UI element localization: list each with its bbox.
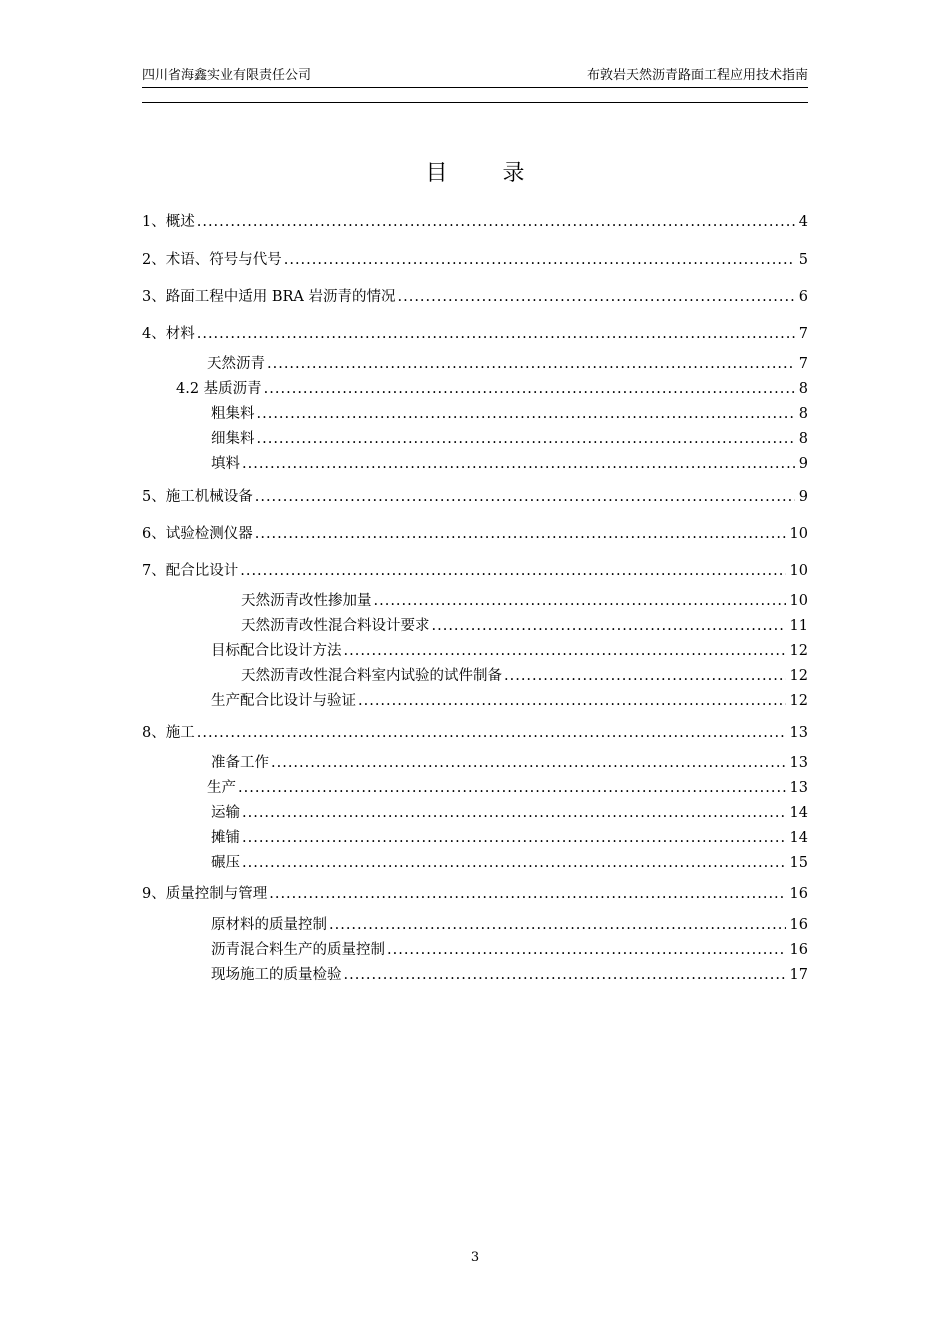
- toc-subentry[interactable]: 摊铺 ..... 14: [211, 827, 808, 849]
- toc-subentry[interactable]: 粗集料 ..... 8: [211, 403, 808, 425]
- toc-subentry[interactable]: 目标配合比设计方法 ..... 12: [211, 640, 808, 662]
- toc-entry[interactable]: 9、质量控制与管理 ..... 16: [142, 883, 808, 905]
- toc-subentry[interactable]: 天然沥青 ..... 7: [207, 353, 808, 375]
- toc-subentry[interactable]: 运输 ..... 14: [211, 802, 808, 824]
- toc-subentry[interactable]: 填料 ..... 9: [211, 453, 808, 475]
- toc-subentry[interactable]: 细集料 ..... 8: [211, 428, 808, 450]
- toc-entry[interactable]: 3、路面工程中适用 BRA 岩沥青的情况 ..... 6: [142, 286, 808, 308]
- toc-subentry[interactable]: 天然沥青改性掺加量 ..... 10: [241, 590, 808, 612]
- page-number: 3: [470, 1250, 480, 1265]
- toc-subentry[interactable]: 4.2 基质沥青 ..... 8: [176, 378, 808, 400]
- toc-subentry[interactable]: 现场施工的质量检验 ..... 17: [211, 964, 808, 986]
- toc-subentry[interactable]: 沥青混合料生产的质量控制 ..... 16: [211, 939, 808, 961]
- page-header: [142, 66, 808, 86]
- header-rule-thick: [142, 102, 808, 103]
- toc-entry[interactable]: 6、试验检测仪器 ..... 10: [142, 523, 808, 545]
- toc-title: 目 录: [425, 161, 549, 186]
- toc-subentry[interactable]: 天然沥青改性混合料设计要求 ..... 11: [241, 615, 808, 637]
- header-rule-thin: [142, 87, 808, 88]
- toc-subentry[interactable]: 碾压 ..... 15: [211, 852, 808, 874]
- toc-subentry[interactable]: 天然沥青改性混合料室内试验的试件制备 ..... 12: [241, 665, 808, 687]
- toc-subentry[interactable]: 准备工作 ..... 13: [211, 752, 808, 774]
- toc-entry[interactable]: 8、施工 ..... 13: [142, 722, 808, 744]
- toc-entry[interactable]: 5、施工机械设备 ..... 9: [142, 486, 808, 508]
- header-company: 四川省海鑫实业有限责任公司: [142, 68, 312, 83]
- toc-subentry[interactable]: 生产 ..... 13: [207, 777, 808, 799]
- toc-subentry[interactable]: 生产配合比设计与验证 ..... 12: [211, 690, 808, 712]
- toc-entry[interactable]: 1、概述 ..... 4: [142, 211, 808, 233]
- toc-entry[interactable]: 7、配合比设计 ..... 10: [142, 560, 808, 582]
- toc-entry[interactable]: 2、术语、符号与代号 ..... 5: [142, 249, 808, 271]
- header-doc-title: 布敦岩天然沥青路面工程应用技术指南: [586, 68, 808, 83]
- toc-subentry[interactable]: 原材料的质量控制 ..... 16: [211, 914, 808, 936]
- toc-entry[interactable]: 4、材料 ..... 7: [142, 323, 808, 345]
